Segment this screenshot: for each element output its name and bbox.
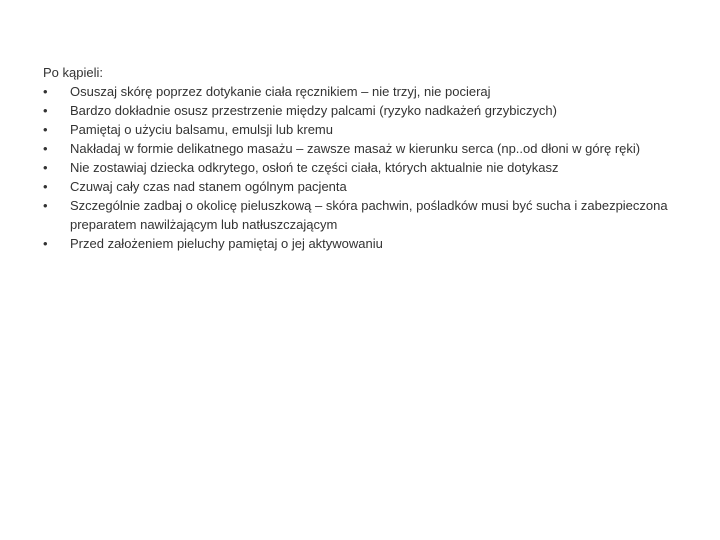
list-item-text: Bardzo dokładnie osusz przestrzenie między palcami (ryzyko nadkażeń grzybiczych) (70, 103, 557, 118)
bullet-icon: • (43, 84, 48, 99)
list-item-text: Osuszaj skórę poprzez dotykanie ciała ręcznikiem – nie trzyj, nie pocieraj (70, 84, 491, 99)
bullet-icon: • (43, 179, 48, 194)
list-item-text: Nie zostawiaj dziecka odkrytego, osłoń te części ciała, których aktualnie nie dotykasz (70, 160, 559, 175)
bullet-icon: • (43, 103, 48, 118)
bullet-icon: • (43, 160, 48, 175)
list-item (43, 177, 668, 196)
slide-content (43, 63, 668, 253)
slide-heading: Po kąpieli: (43, 65, 103, 80)
list-item (43, 101, 668, 120)
list-item (43, 158, 668, 177)
list-item-text: Szczególnie zadbaj o okolicę pieluszkową – skóra pachwin, pośladków musi być sucha i zabezpieczona preparatem nawilżającym lub natłuszczającym (70, 198, 668, 232)
list-item (43, 139, 668, 158)
bullet-icon: • (43, 122, 48, 137)
list-item (43, 82, 668, 101)
bullet-list (43, 82, 668, 253)
list-item-text: Czuwaj cały czas nad stanem ogólnym pacjenta (70, 179, 347, 194)
list-item-text: Przed założeniem pieluchy pamiętaj o jej aktywowaniu (70, 236, 383, 251)
bullet-icon: • (43, 198, 48, 213)
list-item-text: Pamiętaj o użyciu balsamu, emulsji lub kremu (70, 122, 333, 137)
bullet-icon: • (43, 236, 48, 251)
list-item-text: Nakładaj w formie delikatnego masażu – zawsze masaż w kierunku serca (np..od dłoni w górę ręki) (70, 141, 641, 156)
list-item (43, 234, 668, 253)
list-item (43, 120, 668, 139)
bullet-icon: • (43, 141, 48, 156)
list-item (43, 196, 668, 234)
